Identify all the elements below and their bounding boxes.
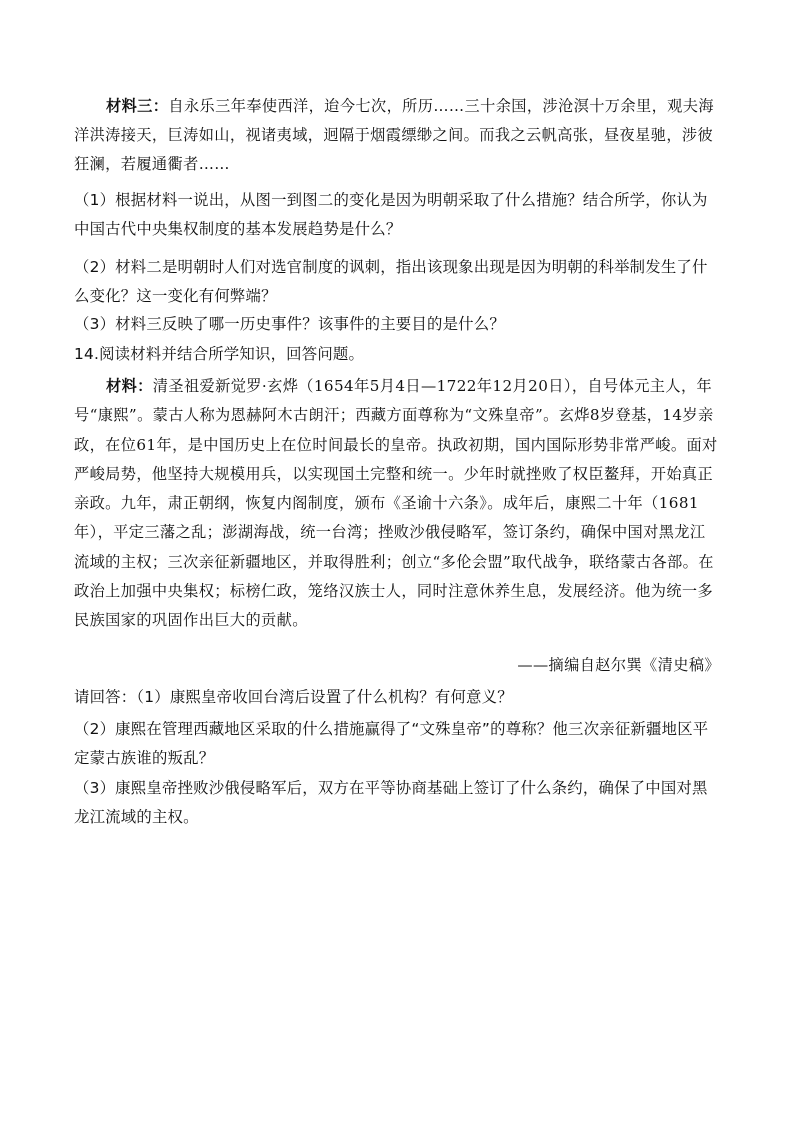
material-14-label: 材料：	[106, 377, 153, 395]
material-14-text: 清圣祖爱新觉罗·玄烨（1654年5月4日—1722年12月20日），自号体元主人，年号“康熙”。蒙古人称为恩赫阿木古朗汗；西藏方面尊称为“文殊皇帝”。玄烨8岁登基，14岁亲政，在位61年，是中国历史上在位时间最长的皇帝。执政初期，国内国际形势非常严峻。面对严峻局势，他坚持大规模用兵，以实现国土完整和统一。少年时就挫败了权臣鳌拜，开始真正亲政。九年，肃正朝纲，恢复内阁制度，颁布《圣谕十六条》。成年后，康熙二十年（1681年），平定三藩之乱；澎湖海战，统一台湾；挫败沙俄侵略军，签订条约，确保中国对黑龙江流域的主权；三次亲征新疆地区，并取得胜利；创立“多伦会盟”取代战争，联络蒙古各部。在政治上加强中央集权；标榜仁政，笼络汉族士人，同时注意休养生息，发展经济。他为统一多民族国家的巩固作出巨大的贡献。	[74, 377, 718, 630]
material-14-paragraph	[74, 372, 720, 636]
question-14-3: （3）康熙皇帝挫败沙俄侵略军后，双方在平等协商基础上签订了什么条约，确保了中国对黑龙江流域的主权。	[74, 779, 708, 826]
material-3-label: 材料三：	[106, 97, 169, 115]
question-13-1: （1）根据材料一说出，从图一到图二的变化是因为明朝采取了什么措施？结合所学，你认为中国古代中央集权制度的基本发展趋势是什么？	[74, 191, 708, 238]
source-citation: ——摘编自赵尔巽《清史稿》	[517, 656, 720, 674]
question-13-3: （3）材料三反映了哪一历史事件？该事件的主要目的是什么？	[74, 315, 505, 333]
question-14-heading: 14.阅读材料并结合所学知识，回答问题。	[74, 345, 365, 363]
question-13-2: （2）材料二是明朝时人们对选官制度的讽刺，指出该现象出现是因为明朝的科举制发生了什么变化？这一变化有何弊端？	[74, 258, 708, 305]
question-14-2: （2）康熙在管理西藏地区采取的什么措施赢得了“文殊皇帝”的尊称？他三次亲征新疆地区平定蒙古族谁的叛乱？	[74, 720, 709, 767]
material-3-paragraph	[74, 92, 720, 180]
material-3-text: 自永乐三年奉使西洋，迨今七次，所历……三十余国，涉沧溟十万余里，观夫海洋洪涛接天，巨涛如山，视诸夷域，迥隔于烟霞缥缈之间。而我之云帆高张，昼夜星驰，涉彼狂澜，若履通衢者……	[74, 97, 714, 174]
question-14-1: 请回答：（1）康熙皇帝收回台湾后设置了什么机构？有何意义？	[74, 688, 513, 706]
